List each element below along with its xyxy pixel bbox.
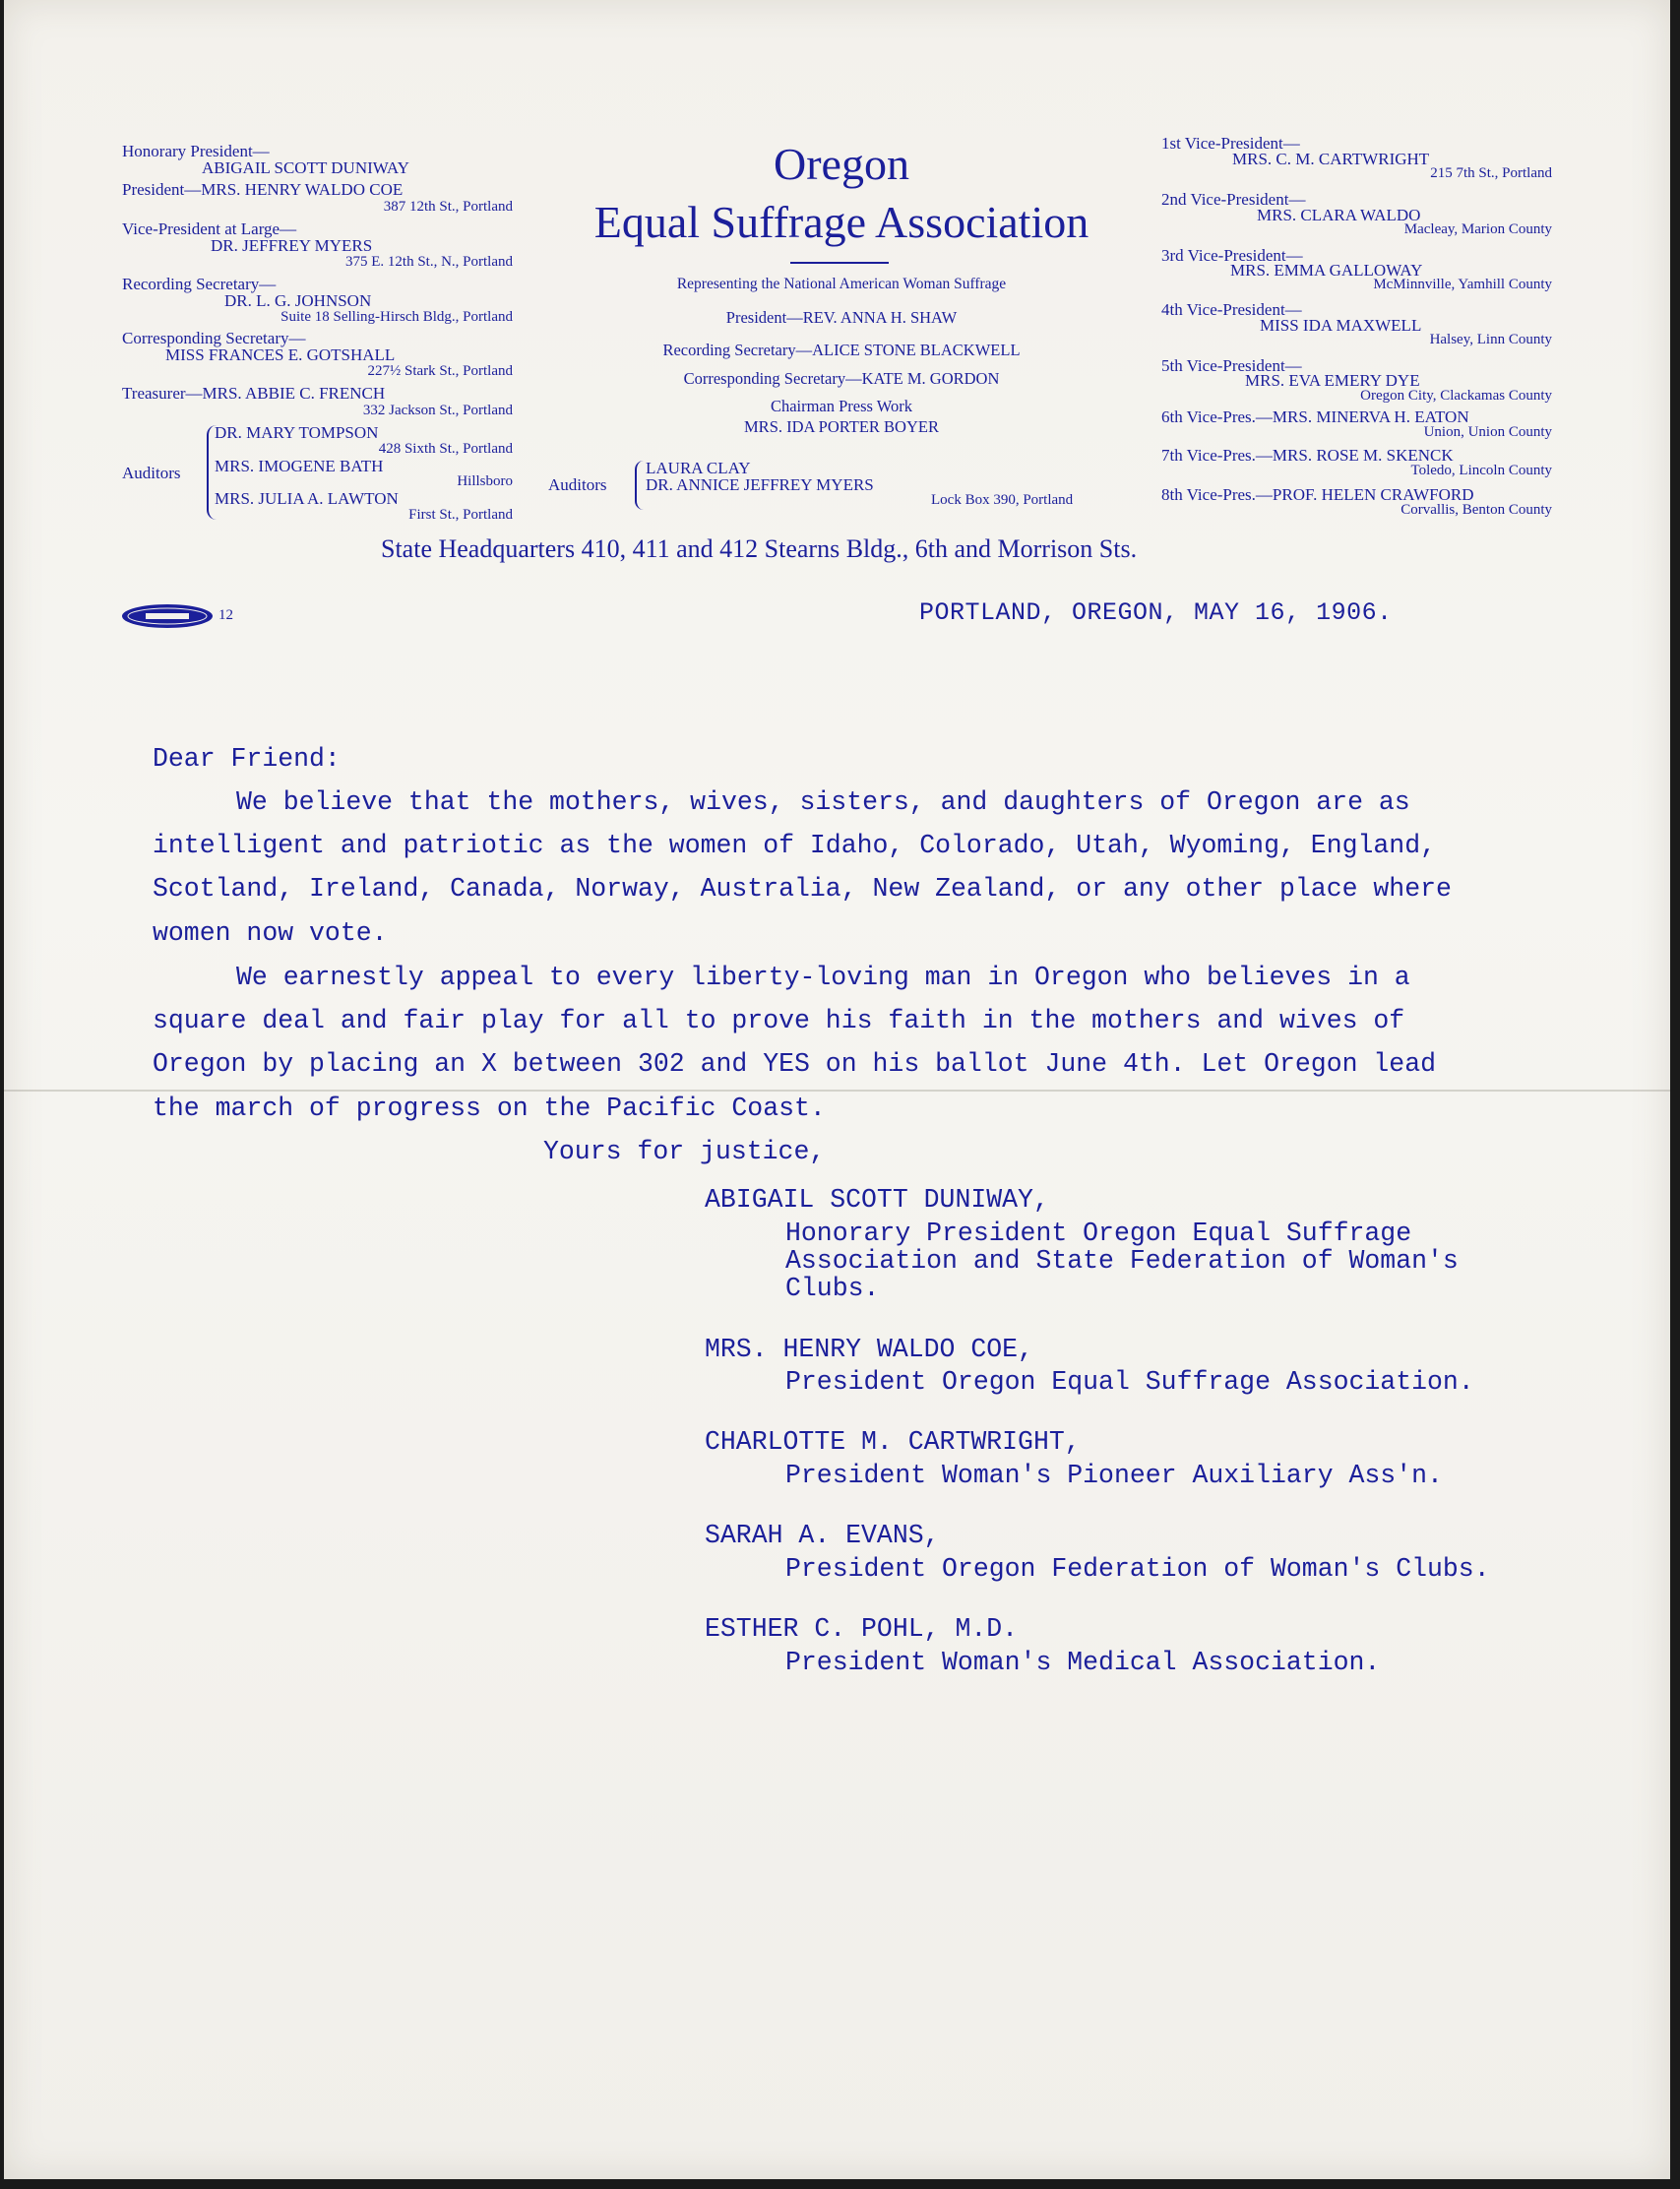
signatory-name: CHARLOTTE M. CARTWRIGHT, [705, 1427, 1081, 1457]
vp1-address: 215 7th St., Portland [1430, 165, 1552, 181]
national-auditors-label: Auditors [548, 475, 607, 494]
vp-label: Vice-President at Large— [122, 219, 297, 238]
vp7-line: 7th Vice-Pres.—MRS. ROSE M. SKENCK [1161, 446, 1454, 465]
recording-address: Suite 18 Selling-Hirsch Bldg., Portland [280, 309, 513, 325]
headquarters-line: State Headquarters 410, 411 and 412 Stearns Bldg., 6th and Morrison Sts. [381, 534, 1138, 563]
vp-address: 375 E. 12th St., N., Portland [344, 254, 513, 270]
vp3-name: MRS. EMMA GALLOWAY [1230, 261, 1423, 280]
vp4-label: 4th Vice-President— [1161, 300, 1302, 319]
vp2-name: MRS. CLARA WALDO [1257, 206, 1421, 224]
national-president: President—REV. ANNA H. SHAW [725, 308, 958, 327]
honorary-label: Honorary President— [122, 142, 270, 160]
signatory-name: MRS. HENRY WALDO COE, [705, 1335, 1033, 1364]
corresponding-address: 227½ Stark St., Portland [367, 363, 513, 379]
vp5-address: Oregon City, Clackamas County [1360, 388, 1552, 404]
fold-line [4, 1090, 1670, 1092]
signatory-title: Clubs. [785, 1274, 880, 1303]
auditor-2: MRS. IMOGENE BATH [215, 457, 384, 475]
vp6-line: 6th Vice-Pres.—MRS. MINERVA H. EATON [1161, 407, 1469, 426]
signatory-name: SARAH A. EVANS, [705, 1521, 940, 1550]
honorary-name: ABIGAIL SCOTT DUNIWAY [202, 158, 409, 177]
vp3-label: 3rd Vice-President— [1161, 246, 1303, 265]
vp2-label: 2nd Vice-President— [1161, 190, 1306, 209]
union-number: 12 [218, 607, 233, 623]
vp1-name: MRS. C. M. CARTWRIGHT [1232, 150, 1430, 168]
auditor-1-address: 428 Sixth St., Portland [378, 441, 513, 457]
representing-line: Representing the National American Woman Suffrage [676, 276, 1007, 292]
paragraph-1-line: Scotland, Ireland, Canada, Norway, Australia, New Zealand, or any other place where [153, 874, 1452, 904]
vp8-line: 8th Vice-Pres.—PROF. HELEN CRAWFORD [1161, 485, 1474, 504]
signatory-title: President Oregon Equal Suffrage Association. [785, 1367, 1474, 1397]
paragraph-1-line: We believe that the mothers, wives, sisters, and daughters of Oregon are as [236, 787, 1410, 817]
paragraph-2-line: We earnestly appeal to every liberty-loving man in Oregon who believes in a [236, 963, 1410, 992]
paragraph-2-line: square deal and fair play for all to prove his faith in the mothers and wives of [153, 1006, 1405, 1035]
auditor-1: DR. MARY TOMPSON [215, 423, 379, 442]
vp1-label: 1st Vice-President— [1161, 134, 1300, 153]
signatory-title: President Woman's Medical Association. [785, 1648, 1381, 1677]
corresponding-name: MISS FRANCES E. GOTSHALL [165, 345, 396, 364]
vp-name: DR. JEFFREY MYERS [211, 236, 373, 255]
signatory-title: President Oregon Federation of Woman's Clubs. [785, 1554, 1490, 1584]
vp8-address: Corvallis, Benton County [1400, 502, 1552, 518]
vp5-name: MRS. EVA EMERY DYE [1245, 371, 1420, 390]
president-line: President—MRS. HENRY WALDO COE [122, 180, 404, 199]
title-rule [790, 262, 889, 264]
recording-name: DR. L. G. JOHNSON [224, 291, 372, 310]
vp5-label: 5th Vice-President— [1161, 356, 1302, 375]
auditor-2-address: Hillsboro [457, 473, 513, 489]
vp6-address: Union, Union County [1423, 424, 1552, 440]
paragraph-1-line: intelligent and patriotic as the women of Idaho, Colorado, Utah, Wyoming, England, [153, 831, 1437, 860]
lock-box: Lock Box 390, Portland [931, 492, 1074, 508]
auditors-label: Auditors [122, 464, 181, 482]
vp4-address: Halsey, Linn County [1429, 332, 1552, 347]
paragraph-2-line: the march of progress on the Pacific Coast. [153, 1094, 826, 1123]
vp2-address: Macleay, Marion County [1403, 221, 1552, 237]
vp4-name: MISS IDA MAXWELL [1260, 316, 1422, 335]
national-auditor-1: LAURA CLAY [646, 459, 751, 477]
signatory-title: Association and State Federation of Woman's [785, 1246, 1459, 1276]
national-corresponding-secretary: Corresponding Secretary—KATE M. GORDON [683, 369, 1000, 388]
dateline: PORTLAND, OREGON, MAY 16, 1906. [919, 598, 1393, 627]
org-title-line-2: Equal Suffrage Association [593, 197, 1089, 247]
paragraph-1-line: women now vote. [153, 918, 388, 948]
union-label-icon [120, 602, 215, 635]
president-address: 387 12th St., Portland [383, 199, 513, 215]
national-recording-secretary: Recording Secretary—ALICE STONE BLACKWELL [662, 341, 1021, 359]
treasurer-line: Treasurer—MRS. ABBIE C. FRENCH [122, 384, 386, 403]
press-chair-name: MRS. IDA PORTER BOYER [744, 417, 939, 436]
national-auditors-brace [635, 461, 644, 510]
signatory-name: ABIGAIL SCOTT DUNIWAY, [705, 1185, 1049, 1215]
paragraph-2-line: Oregon by placing an X between 302 and YES on his ballot June 4th. Let Oregon lead [153, 1049, 1437, 1079]
treasurer-address: 332 Jackson St., Portland [362, 403, 513, 418]
recording-label: Recording Secretary— [122, 275, 277, 293]
press-chair-label: Chairman Press Work [770, 397, 913, 415]
org-title-line-1: Oregon [774, 139, 909, 189]
corresponding-label: Corresponding Secretary— [122, 329, 306, 347]
auditor-3: MRS. JULIA A. LAWTON [215, 489, 399, 508]
signatory-title: Honorary President Oregon Equal Suffrage [785, 1219, 1412, 1248]
vp3-address: McMinnville, Yamhill County [1373, 277, 1552, 292]
signatory-title: President Woman's Pioneer Auxiliary Ass'n. [785, 1461, 1443, 1490]
auditor-3-address: First St., Portland [408, 507, 513, 523]
salutation: Dear Friend: [153, 744, 341, 774]
signatory-name: ESTHER C. POHL, M.D. [705, 1614, 1019, 1644]
closing: Yours for justice, [543, 1137, 826, 1166]
national-auditor-2: DR. ANNICE JEFFREY MYERS [646, 475, 874, 494]
vp7-address: Toledo, Lincoln County [1410, 463, 1552, 478]
